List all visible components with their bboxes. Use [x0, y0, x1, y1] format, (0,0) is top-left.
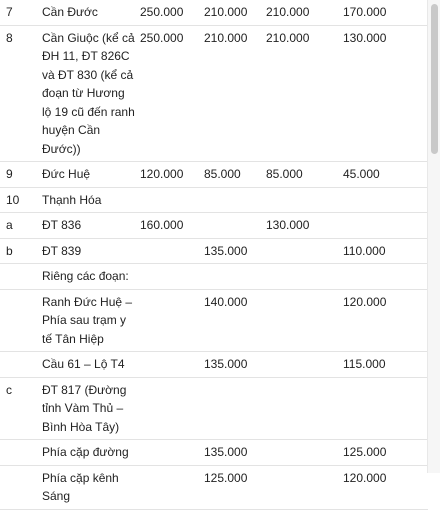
price-col-2	[202, 264, 264, 290]
scrollbar-thumb[interactable]	[431, 4, 438, 154]
price-col-4: 125.000	[327, 440, 428, 466]
price-col-3: 130.000	[264, 213, 327, 239]
price-col-4: 45.000	[327, 162, 428, 188]
price-col-1	[138, 440, 202, 466]
table-row	[0, 187, 428, 213]
road-name: Ranh Đức Huệ – Phía sau trạm y tế Tân Hiệp	[38, 289, 138, 352]
price-col-2: 140.000	[202, 289, 264, 352]
price-col-1	[138, 465, 202, 509]
road-name: Đức Huệ	[38, 162, 138, 188]
price-col-2: 85.000	[202, 162, 264, 188]
price-col-1: 120.000	[138, 162, 202, 188]
road-name: Cần Giuộc (kể cả ĐH 11, ĐT 826C và ĐT 830 (kể cả đoạn từ Hương lộ 19 cũ đến ranh huyện Cần Đước))	[38, 25, 138, 162]
price-col-2: 210.000	[202, 25, 264, 162]
price-col-3	[264, 377, 327, 440]
price-col-1: 250.000	[138, 0, 202, 25]
table-row	[0, 465, 428, 509]
price-col-3	[264, 238, 327, 264]
table-row	[0, 289, 428, 352]
price-col-4: 130.000	[327, 25, 428, 162]
price-col-4	[327, 377, 428, 440]
row-number: 10	[0, 187, 38, 213]
row-number: c	[0, 377, 38, 440]
row-number: a	[0, 213, 38, 239]
price-col-2	[202, 377, 264, 440]
price-col-1	[138, 377, 202, 440]
price-col-1	[138, 352, 202, 378]
row-number	[0, 264, 38, 290]
table-row	[0, 352, 428, 378]
price-col-3: 85.000	[264, 162, 327, 188]
table-row	[0, 0, 428, 25]
road-name: Thạnh Hóa	[38, 187, 138, 213]
row-number	[0, 440, 38, 466]
price-col-2: 210.000	[202, 0, 264, 25]
price-col-1	[138, 238, 202, 264]
price-col-2	[202, 213, 264, 239]
price-col-1	[138, 289, 202, 352]
table-row	[0, 377, 428, 440]
row-number	[0, 289, 38, 352]
price-col-2	[202, 187, 264, 213]
price-col-4: 115.000	[327, 352, 428, 378]
price-col-3	[264, 352, 327, 378]
road-name: ĐT 839	[38, 238, 138, 264]
price-col-3	[264, 465, 327, 509]
price-col-4: 110.000	[327, 238, 428, 264]
price-col-3	[264, 187, 327, 213]
road-name: ĐT 817 (Đường tỉnh Vàm Thủ – Bình Hòa Tây)	[38, 377, 138, 440]
price-col-1: 160.000	[138, 213, 202, 239]
row-number: 8	[0, 25, 38, 162]
table-row	[0, 264, 428, 290]
price-col-2: 135.000	[202, 352, 264, 378]
table-row	[0, 213, 428, 239]
table-row	[0, 238, 428, 264]
price-col-1: 250.000	[138, 25, 202, 162]
price-col-3	[264, 440, 327, 466]
price-col-4	[327, 187, 428, 213]
price-col-4	[327, 213, 428, 239]
road-name: Phía cặp đường	[38, 440, 138, 466]
vertical-scrollbar[interactable]	[427, 0, 440, 473]
row-number: b	[0, 238, 38, 264]
road-name: ĐT 836	[38, 213, 138, 239]
table-row	[0, 440, 428, 466]
table-row	[0, 25, 428, 162]
price-col-3: 210.000	[264, 25, 327, 162]
price-col-2: 135.000	[202, 440, 264, 466]
price-col-4: 120.000	[327, 465, 428, 509]
price-col-1	[138, 264, 202, 290]
row-number	[0, 465, 38, 509]
price-col-4	[327, 264, 428, 290]
price-col-4: 170.000	[327, 0, 428, 25]
price-col-4: 120.000	[327, 289, 428, 352]
row-number: 7	[0, 0, 38, 25]
price-col-3	[264, 264, 327, 290]
table-row	[0, 162, 428, 188]
price-col-1	[138, 187, 202, 213]
price-col-3	[264, 289, 327, 352]
row-number: 9	[0, 162, 38, 188]
price-col-3: 210.000	[264, 0, 327, 25]
road-name: Phía cặp kênh Sáng	[38, 465, 138, 509]
road-name: Riêng các đoạn:	[38, 264, 138, 290]
price-col-2: 135.000	[202, 238, 264, 264]
road-name: Cầu 61 – Lộ T4	[38, 352, 138, 378]
price-col-2: 125.000	[202, 465, 264, 509]
row-number	[0, 352, 38, 378]
road-name: Cần Đước	[38, 0, 138, 25]
